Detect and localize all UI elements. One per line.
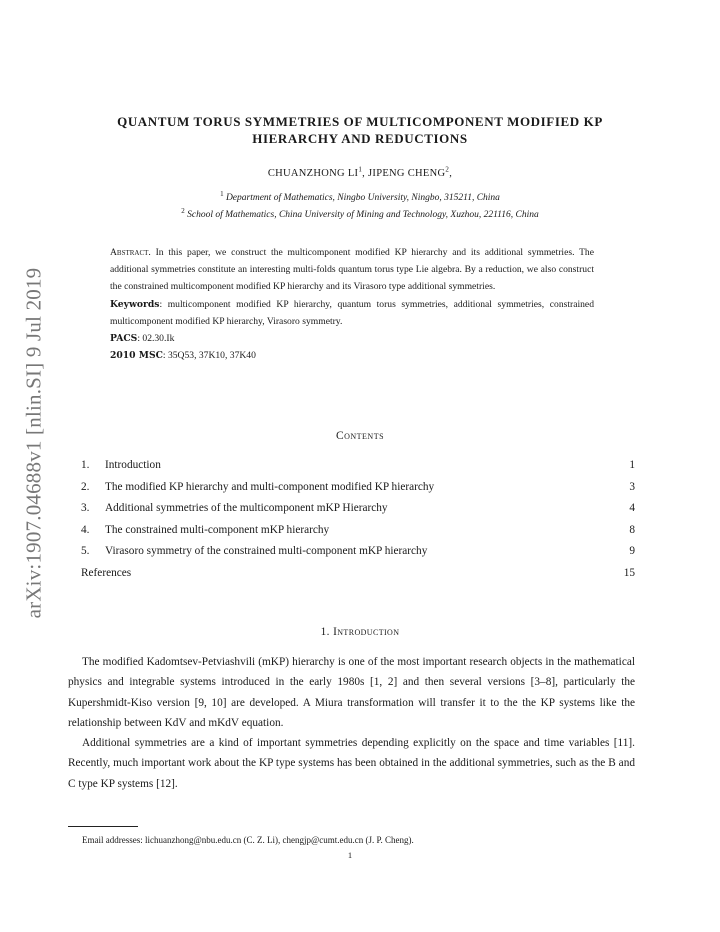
author-name: JIPENG CHENG — [368, 168, 446, 179]
affiliation-text: School of Mathematics, China University of Mining and Technology, Xuzhou, 221116, China — [187, 210, 539, 220]
section-number: 1. — [320, 626, 330, 638]
keywords-label: Keywords — [110, 298, 160, 310]
pacs-text: : 02.30.Ik — [137, 333, 175, 345]
keywords — [110, 296, 594, 330]
msc — [110, 347, 594, 364]
toc-number: 3. — [81, 502, 90, 515]
author-trailing: , — [449, 168, 453, 179]
footnote-rule — [68, 826, 138, 827]
pacs — [110, 330, 594, 347]
contents-heading: Contents — [335, 430, 385, 442]
affiliation — [70, 189, 650, 203]
toc-page: 9 — [629, 545, 635, 558]
title-line-1: QUANTUM TORUS SYMMETRIES OF MULTICOMPONENT MODIFIED KP — [117, 114, 603, 129]
toc-entry[interactable] — [81, 565, 635, 587]
affiliation-mark: 1 — [358, 165, 363, 174]
abstract-label: Abstract. — [110, 247, 151, 258]
footnote: Email addresses: lichuanzhong@nbu.edu.cn (C. Z. Li), chengjp@cumt.edu.cn (J. P. Cheng). — [82, 835, 414, 845]
toc-page: 8 — [629, 523, 635, 536]
toc-page: 4 — [629, 502, 635, 515]
msc-text: : 35Q53, 37K10, 37K40 — [162, 350, 256, 362]
toc-number: 4. — [81, 523, 90, 536]
toc-title: Additional symmetries of the multicomponent mKP Hierarchy — [105, 502, 388, 515]
arxiv-identifier: arXiv:1907.04688v1 [nlin.SI] 9 Jul 2019 — [21, 267, 46, 619]
toc-page: 15 — [623, 566, 635, 579]
author-name: CHUANZHONG LI — [267, 168, 359, 179]
arxiv-sidebar — [14, 238, 54, 648]
abstract-block — [110, 244, 594, 364]
affiliation-mark: 2 — [445, 165, 450, 174]
toc-entry[interactable] — [81, 522, 635, 544]
section-heading — [70, 626, 650, 638]
author-separator: , — [362, 168, 369, 179]
author-list — [70, 165, 650, 179]
msc-label: 2010 MSC — [110, 350, 163, 362]
affiliation-mark: 2 — [181, 206, 185, 215]
table-of-contents — [81, 457, 635, 587]
toc-entry[interactable] — [81, 500, 635, 522]
affiliation-mark: 1 — [220, 189, 224, 198]
page-number: 1 — [347, 850, 353, 860]
abstract — [110, 244, 594, 296]
paper-title — [70, 113, 650, 147]
paragraph: Additional symmetries are a kind of important symmetries depending explicitly on the space and time variables [11]. Recently, much important work about the KP type systems has been obtained in the additional symmetries, such as the B and C type KP systems [12]. — [68, 737, 635, 790]
toc-title: Virasoro symmetry of the constrained multi-component mKP hierarchy — [105, 545, 428, 558]
body-text — [68, 652, 635, 794]
section-title: Introduction — [333, 626, 400, 638]
pacs-label: PACS — [110, 333, 138, 345]
paragraph: The modified Kadomtsev-Petviashvili (mKP) hierarchy is one of the most important research objects in the mathematical physics and integrable systems introduced in the early 1980s [1, 2] and then several versions [3–8], particularly the Kupershmidt-Kiso version [9, 10] are developed. A Miura transformation will transfer it to the the KP systems like the relationship between KdV and mKdV equation. — [68, 656, 635, 729]
keywords-text: : multicomponent modified KP hierarchy, quantum torus symmetries, additional symmetries, constrained multicomponent modified KP hierarchy, Virasoro symmetry. — [110, 298, 594, 327]
toc-entry[interactable] — [81, 479, 635, 501]
toc-number: 1. — [81, 459, 90, 471]
toc-entry[interactable] — [81, 457, 635, 479]
toc-entry[interactable] — [81, 543, 635, 565]
affiliation — [70, 206, 650, 220]
affiliation-text: Department of Mathematics, Ningbo University, Ningbo, 315211, China — [225, 193, 500, 203]
title-line-2: HIERARCHY AND REDUCTIONS — [252, 131, 468, 146]
toc-title: Introduction — [105, 459, 161, 471]
abstract-text: In this paper, we construct the multicomponent modified KP hierarchy and its additional symmetries. The additional symmetries constitute an interesting multi-folds quantum torus type Lie algebra. By a reduction, we also construct the constrained multicomponent modified KP hierarchy and its Virasoro type additional symmetries. — [110, 247, 594, 293]
toc-title: The modified KP hierarchy and multi-component modified KP hierarchy — [105, 480, 435, 493]
toc-number: 5. — [81, 545, 90, 558]
toc-page: 3 — [629, 480, 635, 493]
toc-number: 2. — [81, 480, 90, 493]
toc-title: References — [81, 566, 132, 579]
toc-title: The constrained multi-component mKP hierarchy — [105, 523, 330, 536]
toc-page: 1 — [629, 459, 635, 471]
